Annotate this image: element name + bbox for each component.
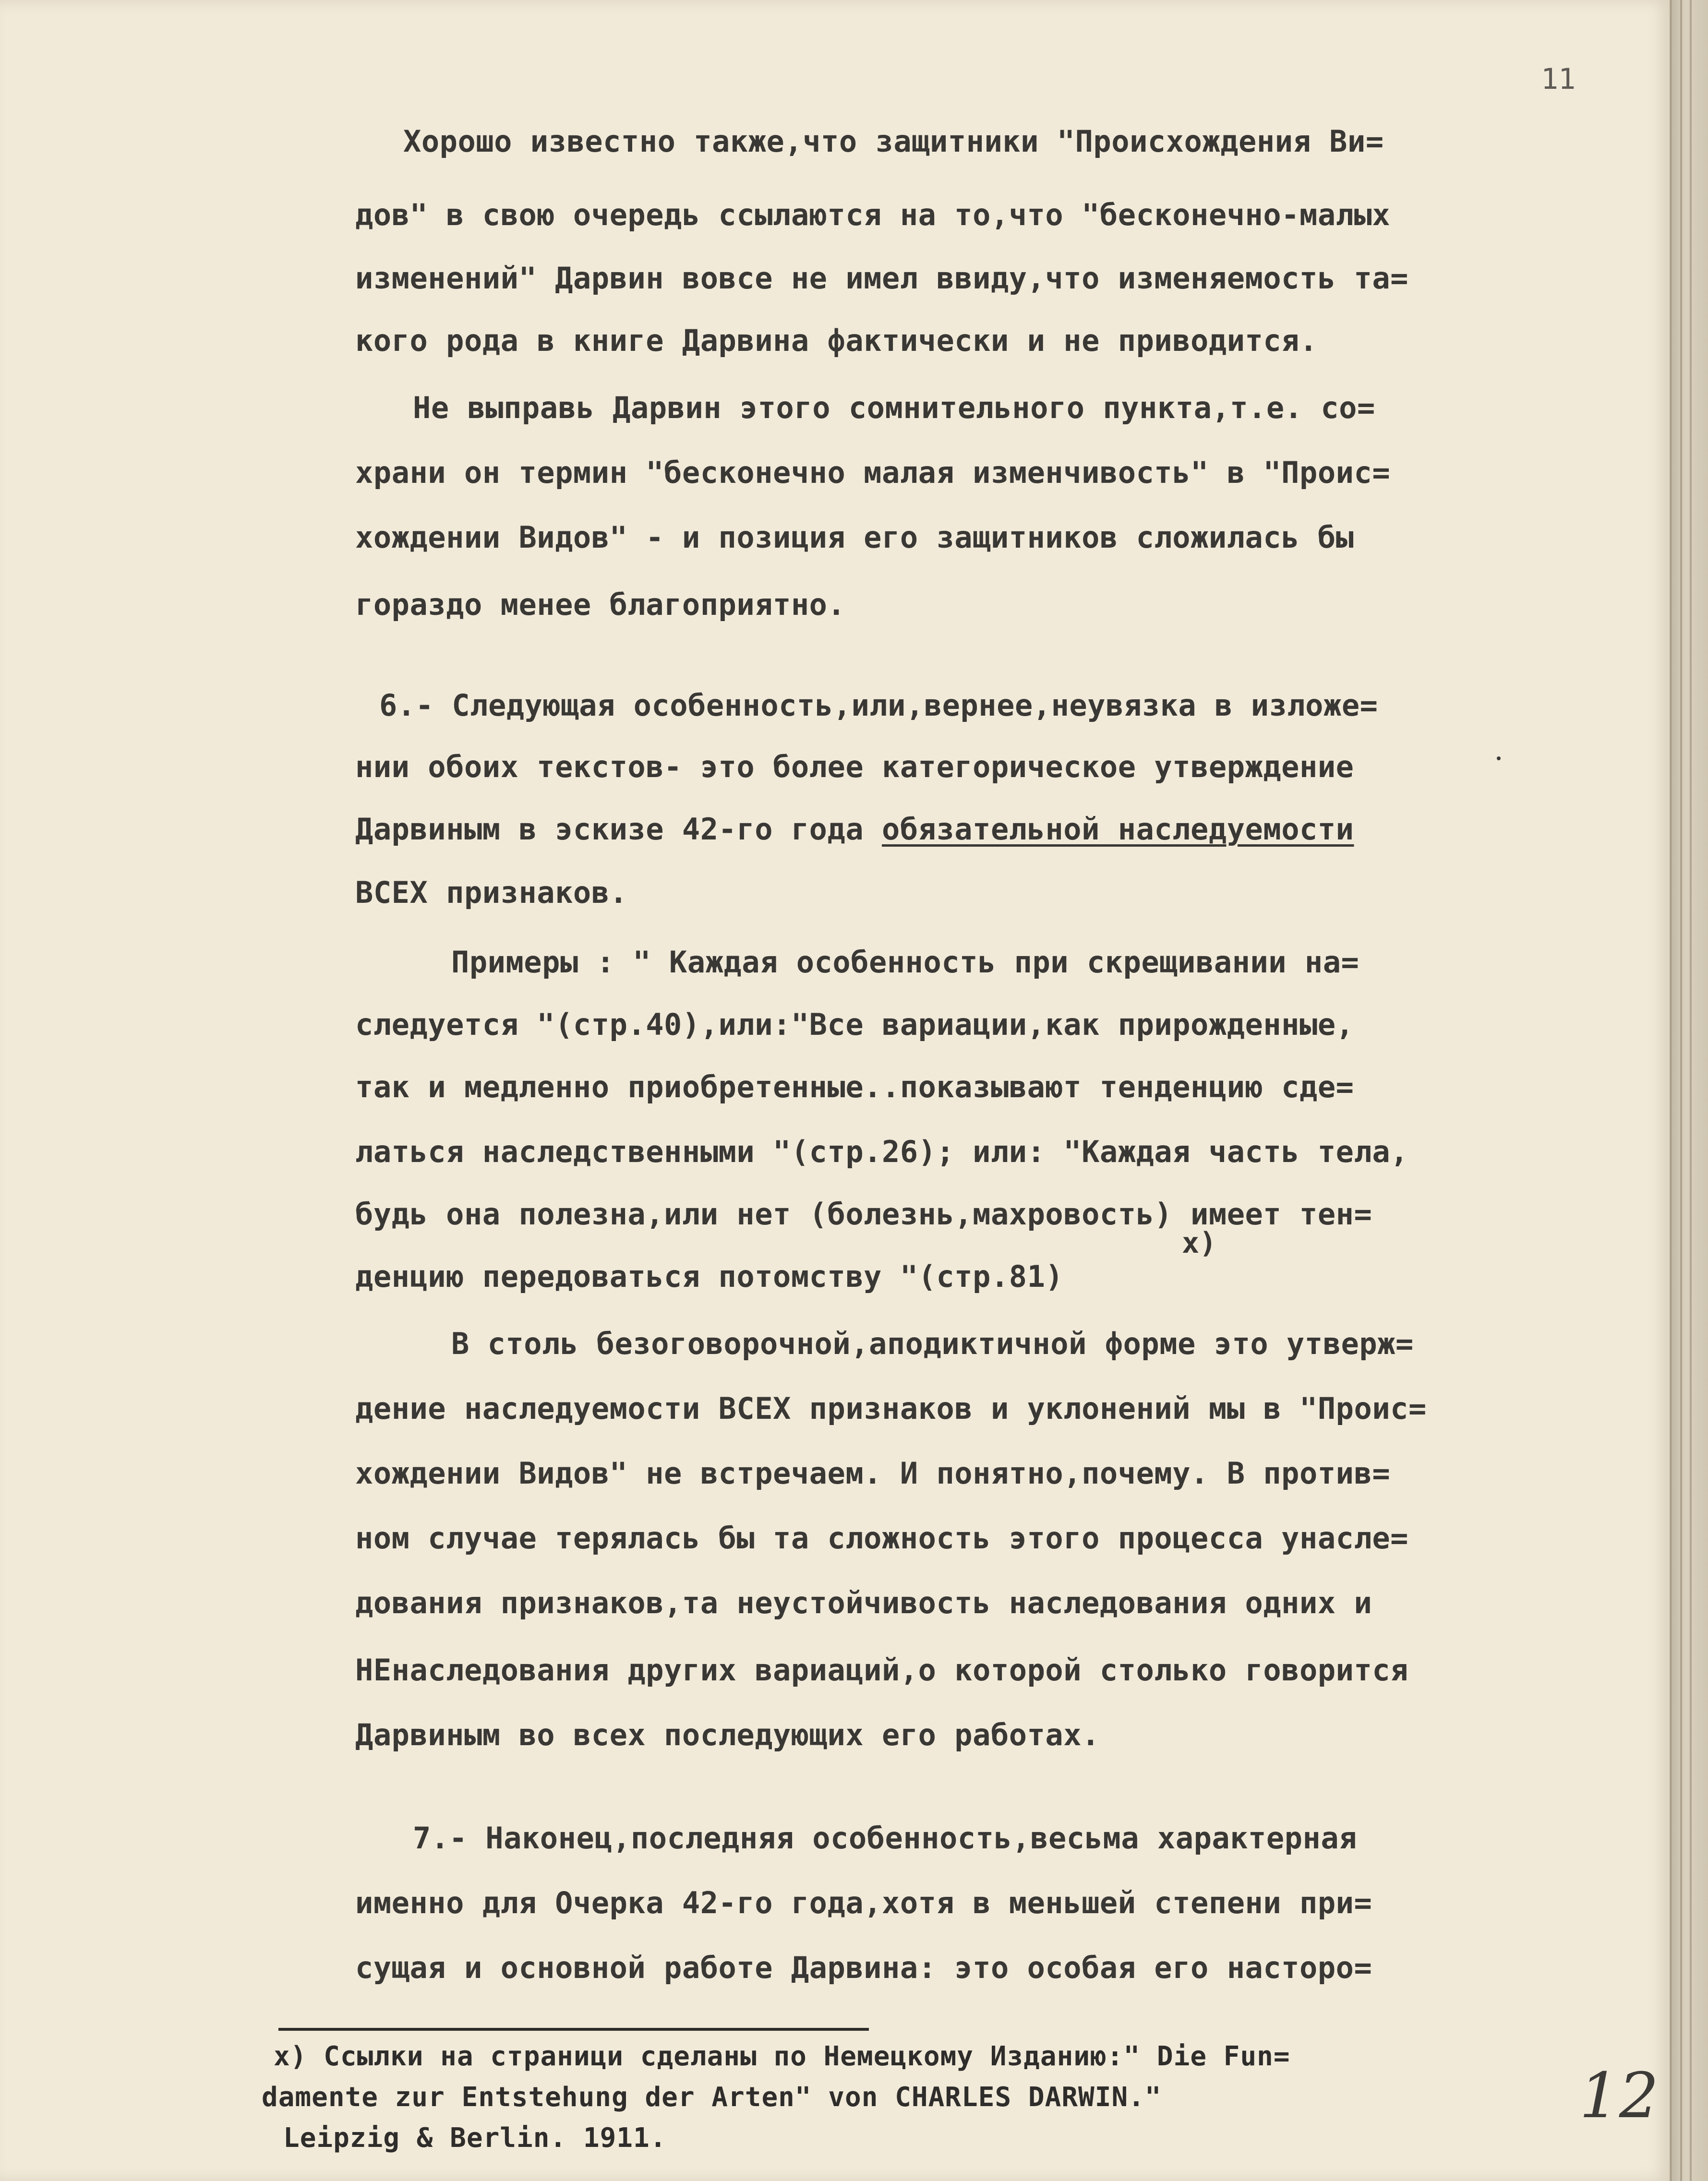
- page-edge: [1671, 0, 1708, 2181]
- handwritten-folio-number: 12: [1579, 2059, 1659, 2132]
- footnote-line: damente zur Entstehung der Arten" von CHARLES DARWIN.": [262, 2082, 1162, 2113]
- underlined-text: обязательной наследуемости: [882, 812, 1354, 847]
- text-line: изменений" Дарвин вовсе не имел ввиду,что изменяемость та=: [355, 261, 1408, 296]
- text-line: Дарвиным во всех последующих его работах.: [355, 1717, 1100, 1752]
- text-line: [355, 810, 1354, 849]
- text-line: денцию передоваться потомству "(стр.81): [355, 1259, 1064, 1294]
- text-fragment: Дарвиным в эскизе 42-го года: [355, 812, 882, 847]
- text-line: дования признаков,та неустойчивость наследования одних и: [355, 1585, 1372, 1620]
- page-edge-line: [1690, 0, 1692, 2181]
- text-line: так и медленно приобретенные..показывают тенденцию сде=: [355, 1069, 1354, 1104]
- text-line: В столь безоговорочной,аподиктичной форме это утверж=: [451, 1326, 1414, 1361]
- text-line: гораздо менее благоприятно.: [355, 587, 846, 622]
- text-line: 7.- Наконец,последняя особенность,весьма характерная: [413, 1821, 1358, 1856]
- ink-dot: [1497, 756, 1501, 760]
- text-line: нии обоих текстов- это более категорическое утверждение: [355, 749, 1354, 784]
- text-line: будь она полезна,или нет (болезнь,махровость) имеет тен=: [355, 1197, 1372, 1232]
- text-line: латься наследственными "(стр.26); или: "Каждая часть тела,: [355, 1134, 1408, 1169]
- footnote-line: x) Ссылки на страници сделаны по Немецкому Изданию:" Die Fun=: [274, 2041, 1290, 2072]
- footnote-line: Leipzig & Berlin. 1911.: [283, 2122, 667, 2154]
- text-line: сущая и основной работе Дарвина: это особая его насторо=: [355, 1950, 1372, 1985]
- text-line: НЕнаследования других вариаций,о которой столько говорится: [355, 1653, 1408, 1688]
- text-line: храни он термин "бесконечно малая изменчивость" в "Проис=: [355, 455, 1391, 490]
- text-line: Примеры : " Каждая особенность при скрещивании на=: [451, 945, 1359, 980]
- text-line: именно для Очерка 42-го года,хотя в меньшей степени при=: [355, 1885, 1372, 1920]
- text-line: следуется "(стр.40),или:"Все вариации,как прирожденные,: [355, 1007, 1354, 1042]
- text-line: 6.- Следующая особенность,или,вернее,неувязка в изложе=: [379, 688, 1378, 723]
- text-line: ВСЕХ признаков.: [355, 875, 628, 910]
- footnote-rule: [278, 2028, 869, 2031]
- text-line: ном случае терялась бы та сложность этого процесса унасле=: [355, 1521, 1408, 1556]
- text-line: дов" в свою очередь ссылаются на то,что "бесконечно-малых: [355, 197, 1391, 232]
- text-line: дение наследуемости ВСЕХ признаков и уклонений мы в "Проис=: [355, 1391, 1427, 1426]
- text-line: Хорошо известно также,что защитники "Происхождения Ви=: [403, 124, 1384, 159]
- text-line: хождении Видов" не встречаем. И понятно,почему. В против=: [355, 1456, 1391, 1491]
- footnote-marker: x): [1182, 1226, 1217, 1260]
- page-edge-line: [1680, 0, 1682, 2181]
- page-edge-line: [1670, 0, 1672, 2181]
- text-line: кого рода в книге Дарвина фактически и не приводится.: [355, 323, 1318, 358]
- text-line: хождении Видов" - и позиция его защитников сложилась бы: [355, 520, 1354, 555]
- page-number: 11: [1541, 62, 1576, 96]
- text-line: Не выправь Дарвин этого сомнительного пункта,т.е. со=: [413, 390, 1375, 425]
